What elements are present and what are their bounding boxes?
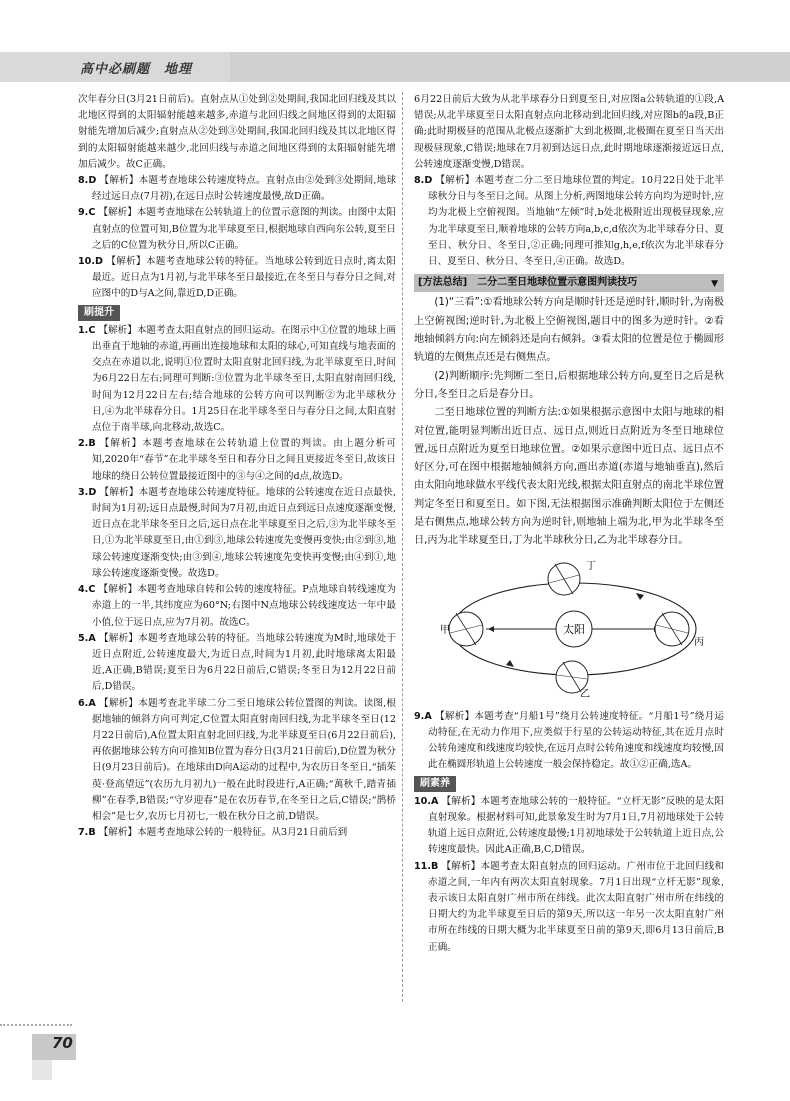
answer-item xyxy=(414,794,724,859)
method-paragraph: (1)“三看”:①看地球公转方向是顺时针还是逆时针,顺时针,为南极上空俯视图;逆时针,为北极上空俯视图,题目中的图多为逆时针。②看地轴倾斜方向:向左倾斜还是向右倾斜。③看太阳的位置是位于椭圆形轨道的左侧焦点还是右侧焦点。 xyxy=(414,297,724,364)
answer-text: 【解析】本题考查地球公转速度特点。直射点由②处到③处期间,地球经过远日点(7月初),在远日点时公转速度最慢,故D正确。 xyxy=(92,175,396,203)
answer-item xyxy=(78,582,396,631)
left-column xyxy=(78,92,396,841)
answer-text: 【解析】本题考查北半球二分二至日地球公转位置图的判读。读图,根据地轴的倾斜方向可判定,C位置太阳直射南回归线,为北半球冬至日(12月22日前后),A位置太阳直射北回归线,为北半球夏至日(6月22日前后),再依据地球公转方向可推知B位置为春分日(3月21日前后),D位置为秋分日(9月23日前后)。在地球由D向A运动的过程中,为农历日冬至日,“插茱萸·登高望远”(农历九月初九)一般在此时段进行,A正确;“萬秋千,踏青插柳”在春季,B错误;“守岁迎春”是在农历春节,在冬至日之后,C错误;“鹊桥相会”是七夕,农历七月初七,一般在秋分日之前,D错误。 xyxy=(92,697,396,822)
answer-text: 【解析】本题考查太阳直射点的回归运动。广州市位于北回归线和赤道之间,一年内有两次太阳直射现象。7月1日出现“立杆无影”现象,表示该日太阳直射广州市所在纬线。此次太阳直射广州市所在纬线的日期大约为北半球夏至日后的第9天,所以这一年另一次太阳直射广州市所在纬线的日期大概为北半球夏至日前的第9天,即6月13日前后,B正确。 xyxy=(428,860,724,953)
answer-item xyxy=(78,205,396,254)
header-title: 高中必刷题 地理 xyxy=(80,62,193,77)
answer-text: 【解析】本题考查太阳直射点的回归运动。在图示中①位置的地球上画出垂直于地轴的赤道,再画出连接地球和太阳的球心,可知直线与地表面的交点在赤道以北,说明①位置时太阳直射北回归线,为北半球夏至日,时间为6月22日左右;同理可判断:③位置为北半球冬至日,太阳直射南回归线,时间为12月22日左右;结合地球的公转方向可以判断②为北半球秋分日,④为北半球春分日。1月25日在北半球冬至日与春分日之间,太阳直射点位于南半球,向北移动,故选C。 xyxy=(92,324,396,434)
label-bing: 丙 xyxy=(694,636,704,648)
answer-text: 【解析】本题考查地球公转的特征。当地球公转到近日点时,离太阳最近。近日点为1月初,与北半球冬至日最接近,在冬至日与春分日之间,对应图中的D与A之间,靠近D,D正确。 xyxy=(92,256,396,300)
method-summary-header xyxy=(414,274,724,292)
answer-item xyxy=(78,696,396,826)
answer-text: 【解析】本题考查地球公转的一般特征。从3月21日前后到 xyxy=(98,827,348,839)
answer-text: 【解析】本题考查“月船1号”绕月公转速度特征。“月船1号”绕月运动特征,在无动力作用下,应类似于行星的公转运动特征,其在近月点时公转角速度和线速度均较快,在远月点时公转角速度和线速度均较慢,因此在椭圆形轨道上公转速度一般会保持稳定。故①②正确,选A。 xyxy=(428,710,724,771)
answer-label: 1.C xyxy=(78,324,96,336)
header-bar xyxy=(230,52,790,82)
answer-item xyxy=(78,436,396,485)
method-summary-body xyxy=(414,294,724,550)
answer-label: 5.A xyxy=(78,632,96,644)
page-number: 70 xyxy=(52,1034,73,1052)
method-title: [方法总结] 二分二至日地球位置示意图判读技巧 xyxy=(418,277,638,289)
answer-item xyxy=(78,254,396,303)
paragraph: 6月22日前后大致为从北半球春分日到夏至日,对应图a公转轨道的①段,A错误;从北半球夏至日太阳直射点向北移动到北回归线,对应图b的a段,B正确;此时期极昼的范围从北极点逐渐扩大到北极圈,北极圈在夏至日当天出现极昼现象,C错误;地球在7月初到达远日点,此时期地球逐渐接近远日点,公转速度逐渐变慢,D错误。 xyxy=(414,94,724,170)
answer-item xyxy=(414,859,724,956)
section-tag: 刷提升 xyxy=(78,305,120,321)
answer-label: 8.D xyxy=(414,175,433,187)
section-tag: 刷素养 xyxy=(414,776,456,792)
column-divider xyxy=(402,92,403,1002)
method-paragraph: 二至日地球位置的判断方法:①如果根据示意图中太阳与地球的相对位置,能明显判断出近日点、远日点,则近日点附近为冬至日地球位置,远日点附近为夏至日地球位置。②如果示意图中近日点、远日点不好区分,可在图中根据地轴倾斜方向,画出赤道(赤道与地轴垂直),然后由太阳向地球做水平线代表太阳光线,根据太阳直射点的南北半球位置判定冬至日和夏至日。如下图,无法根据图示准确判断太阳位于左侧还是右侧焦点,地球公转方向为逆时针,则地轴上端为北,甲为北半球冬至日,丙为北半球夏至日,丁为北半球秋分日,乙为北半球春分日。 xyxy=(414,407,724,547)
answer-label: 10.D xyxy=(78,256,103,268)
label-yi: 乙 xyxy=(580,688,590,697)
footer-dots xyxy=(0,1024,72,1026)
triangle-down-icon: ▼ xyxy=(711,279,718,290)
method-paragraph: (2)判断顺序:先判断二至日,后根据地球公转方向,夏至日之后是秋分日,冬至日之后是春分日。 xyxy=(414,370,724,400)
label-jia: 甲 xyxy=(440,624,450,636)
answer-text: 【解析】本题考查地球公转速度特征。地球的公转速度在近日点最快,时间为1月初;远日点最慢,时间为7月初,由近日点到远日点速度逐渐变慢,近日点在北半球冬至日之后,远日点在北半球夏至日之后,③为北半球冬至日,①为北半球夏至日,由①到③,地球公转速度先变慢再变快;由②到③,地球公转速度逐渐变快;由③到④,地球公转速度先变快再变慢;由④到①,地球公转速度逐渐变慢。故选D。 xyxy=(92,486,396,579)
right-column xyxy=(414,92,724,956)
right-column-bottom xyxy=(414,709,724,956)
answer-label: 6.A xyxy=(78,697,96,709)
orbit-arrow-icon xyxy=(636,593,644,600)
paragraph: 次年春分日(3月21日前后)。直射点从①处到②处期间,我国北回归线及其以北地区得到的太阳辐射能越来越多,赤道与北回归线之间地区得到的太阳辐射能先增加后减少;直射点从②处到③处期间,我国北回归线及其以北地区得到的太阳辐射能越来越少,北回归线与赤道之间地区得到的太阳辐射能先增加后减少。故C正确。 xyxy=(78,94,396,170)
answer-label: 9.A xyxy=(414,710,432,722)
answer-label: 9.C xyxy=(78,207,96,219)
answer-text: 【解析】本题考查地球自转和公转的速度特征。P点地球自转线速度为赤道上的一半,其纬度应为60°N;右图中N点地球公转线速度达一年中最小值,位于远日点,应为7月初。故选C。 xyxy=(92,584,396,628)
earth-bing xyxy=(655,612,689,646)
earth-ding xyxy=(548,563,580,595)
answer-item xyxy=(414,173,724,270)
answer-label: 8.D xyxy=(78,175,97,187)
answer-text: 【解析】本题考查地球公转的一般特征。“立杆无影”反映的是太阳直射现象。根据材料可知,此景象发生时为7月1日,7月初地球处于公转轨道上远日点附近,公转速度最慢;1月初地球处于公转轨道上近日点,公转速度最快。因此A正确,B,C,D错误。 xyxy=(428,795,724,856)
label-ding: 丁 xyxy=(586,560,596,572)
answer-label: 3.D xyxy=(78,486,97,498)
answer-item xyxy=(414,709,724,774)
answer-label: 7.B xyxy=(78,827,96,839)
answer-item xyxy=(78,485,396,582)
answer-label: 2.B xyxy=(78,438,96,450)
sun-label: 太阳 xyxy=(563,622,585,636)
earth-orbit-diagram xyxy=(414,557,724,697)
answer-text: 【解析】本题考查地球在公转轨道上位置的判读。由上题分析可知,2020年“春节”在北半球冬至日和春分日之间且更接近冬至日,故该日地球的绕日公转位置最接近图中的③与④之间的d点,故选D。 xyxy=(92,438,396,482)
arrow-left-icon xyxy=(488,626,494,632)
page-corner-block xyxy=(32,1060,52,1080)
answer-item xyxy=(78,825,396,841)
answer-text: 【解析】本题考查地球在公转轨道上的位置示意图的判读。由图中太阳直射点的位置可知,B位置为北半球夏至日,根据地球自西向东公转,夏至日之后的C位置为秋分日,所以C正确。 xyxy=(92,207,397,251)
answer-item xyxy=(78,323,396,436)
answer-item xyxy=(78,631,396,696)
answer-label: 11.B xyxy=(414,860,439,872)
earth-jia xyxy=(449,612,483,646)
answer-label: 4.C xyxy=(78,584,96,596)
answer-text: 【解析】本题考查二分二至日地球位置的判定。10月22日处于北半球秋分日与冬至日之间。从图上分析,两图地球公转方向均为逆时针,应均为北极上空俯视图。当地轴“左倾”时,b处北极附近出现极昼现象,应为北半球夏至日,顺着地球的公转方向a,b,c,d依次为北半球春分日、夏至日、秋分日、冬至日,②正确;同理可推知g,h,e,f依次为北半球春分日、夏至日、秋分日、冬至日,④正确。故选D。 xyxy=(428,175,724,268)
answer-item xyxy=(78,173,396,205)
answer-label: 10.A xyxy=(414,795,439,807)
answer-text: 【解析】本题考查地球公转的特征。当地球公转速度为M时,地球处于近日点附近,公转速度最大,为近日点,时间为1月初,此时地球离太阳最近,A正确,B错误;夏至日为6月22日前后,C错误;冬至日为12月22日前后,D错误。 xyxy=(92,632,396,693)
page-header xyxy=(0,52,790,82)
right-column-top xyxy=(414,92,724,270)
orbit-arrow-icon xyxy=(506,660,514,667)
